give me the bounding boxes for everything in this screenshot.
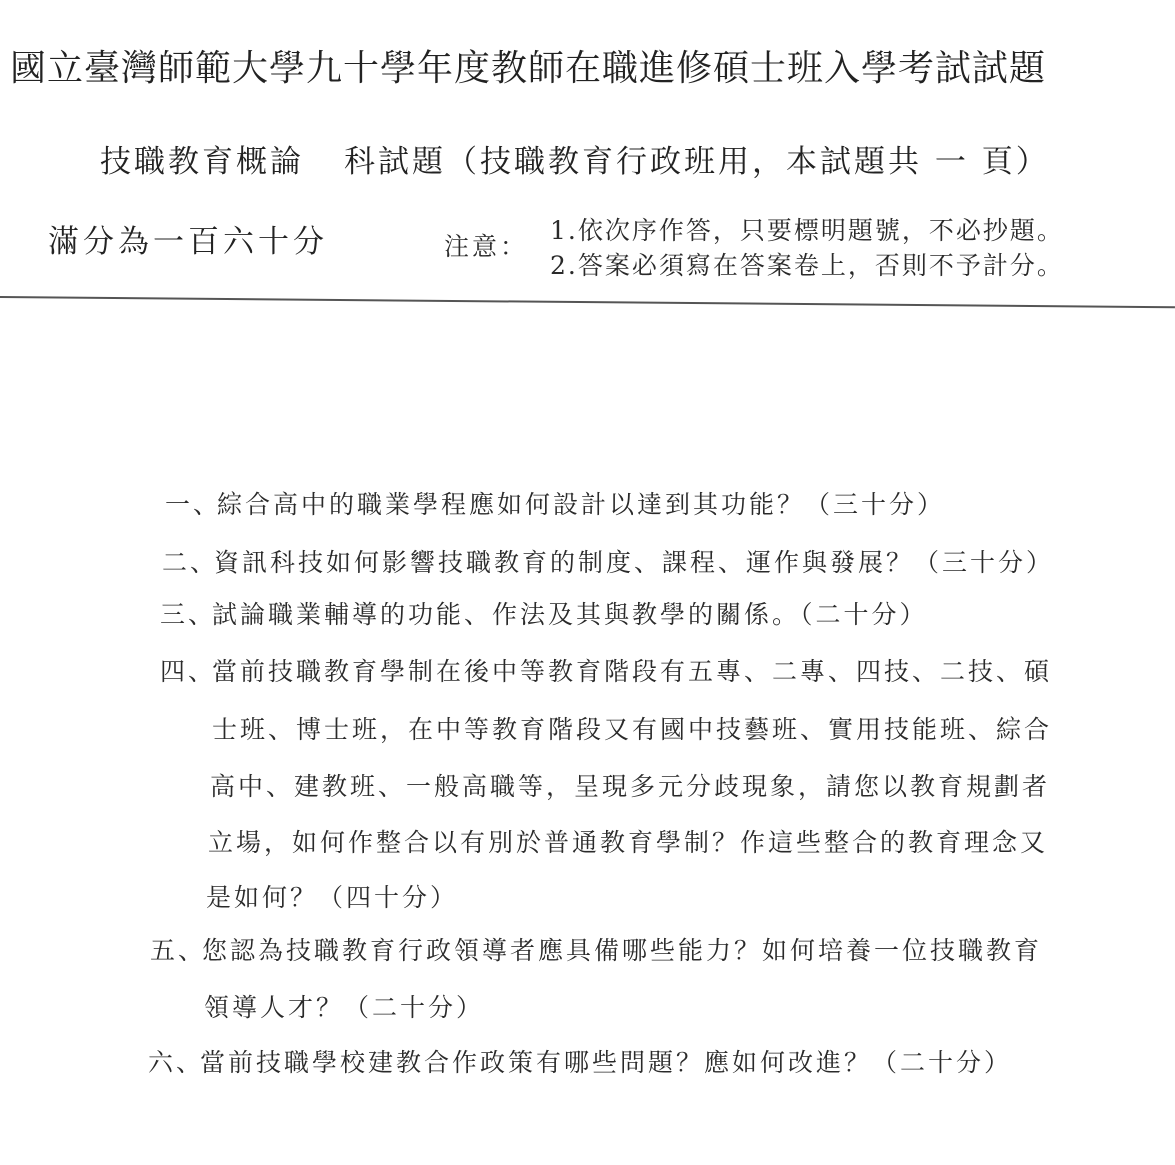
notice-item: 1.依次序作答，只要標明題號，不必抄題。 <box>550 216 1064 245</box>
question-text: 高中、建教班、一般高職等，呈現多元分歧現象，請您以教育規劃者 <box>210 772 1051 801</box>
notice-label: 注意： <box>444 232 529 261</box>
question-number: 六、 <box>148 1048 205 1077</box>
question-item <box>165 485 945 521</box>
question-text: 當前技職學校建教合作政策有哪些問題？應如何改進？（二十分） <box>200 1048 1013 1077</box>
full-score: 滿分為一百六十分 <box>48 224 328 260</box>
subtitle-rest: 科試題（技職教育行政班用，本試題共 一 頁） <box>344 144 1050 180</box>
question-number: 四、 <box>160 657 217 686</box>
question-item <box>162 543 1054 579</box>
question-text: 是如何？（四十分） <box>206 883 459 912</box>
question-text: 資訊科技如何影響技職教育的制度、課程、運作與發展？（三十分） <box>214 548 1055 577</box>
question-text: 士班、博士班，在中等教育階段又有國中技藝班、實用技能班、綜合 <box>212 715 1053 744</box>
question-text: 領導人才？（二十分） <box>204 993 485 1022</box>
question-item <box>148 1043 1012 1079</box>
question-number: 一、 <box>165 490 222 519</box>
question-text: 立場，如何作整合以有別於普通教育學制？作這些整合的教育理念又 <box>208 828 1049 857</box>
question-text: 綜合高中的職業學程應如何設計以達到其功能？（三十分） <box>217 490 946 519</box>
question-number: 五、 <box>150 936 207 965</box>
question-text: 您認為技職教育行政領導者應具備哪些能力？如何培養一位技職教育 <box>202 936 1043 965</box>
question-item <box>160 595 928 631</box>
exam-title: 國立臺灣師範大學九十學年度教師在職進修碩士班入學考試試題 <box>10 48 1047 89</box>
notice-item: 2.答案必須寫在答案卷上，否則不予計分。 <box>550 251 1064 280</box>
question-item <box>160 652 1052 688</box>
question-number: 三、 <box>160 600 217 629</box>
question-text: 試論職業輔導的功能、作法及其與教學的關係。（二十分） <box>212 600 928 629</box>
question-item <box>150 931 1042 967</box>
course-name: 技職教育概論 <box>100 144 304 180</box>
question-number: 二、 <box>162 548 219 577</box>
question-text: 當前技職教育學制在後中等教育階段有五專、二專、四技、二技、碩 <box>212 657 1053 686</box>
